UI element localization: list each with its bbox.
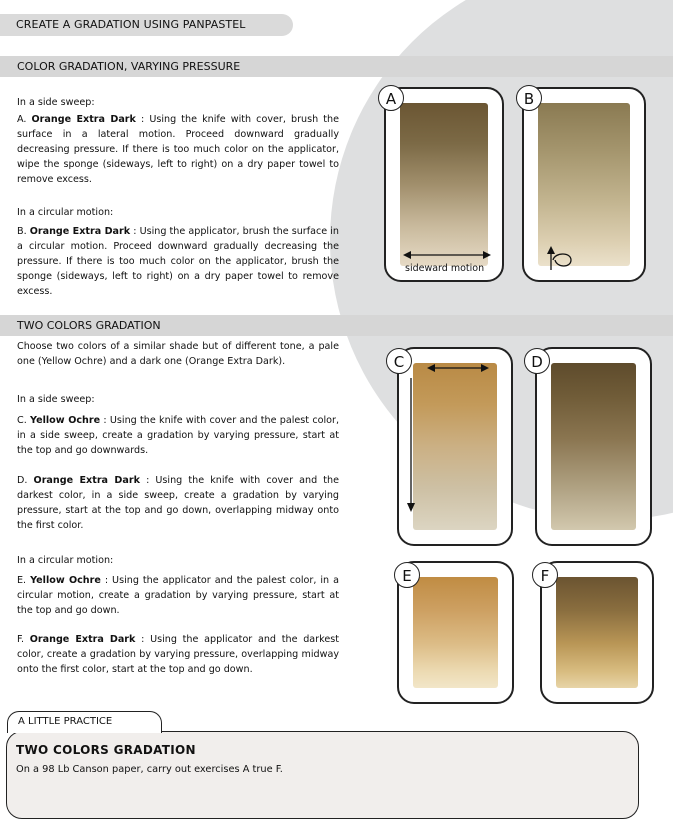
- side-sweep-label-2: In a side sweep:: [17, 394, 95, 405]
- instruction-e-color: Yellow Ochre: [30, 575, 101, 586]
- figure-c-swatch: [413, 363, 497, 530]
- practice-text: On a 98 Lb Canson paper, carry out exercises A true F.: [16, 764, 283, 775]
- figure-a-swatch: [400, 103, 488, 266]
- instruction-b: [17, 224, 339, 299]
- figure-f-label: F: [532, 562, 558, 588]
- instruction-a: [17, 112, 339, 187]
- instruction-f-color: Orange Extra Dark: [29, 634, 136, 645]
- downward-arrow-icon: [405, 378, 417, 512]
- instruction-d: [17, 473, 339, 533]
- instruction-f-text: : Using the applicator and the darkest color, create a gradation by varying pressure, overlapping midway onto the first color, start at the top and go down.: [17, 634, 339, 675]
- instruction-e-text: : Using the applicator and the palest color, in a circular motion, create a gradation by varying pressure, start at the top and go down.: [17, 575, 339, 616]
- circular-motion-icon: [543, 244, 579, 272]
- instruction-c-prefix: C.: [17, 415, 31, 426]
- figure-a-label: A: [378, 85, 404, 111]
- figure-f-swatch: [556, 577, 638, 688]
- practice-title: TWO COLORS GRADATION: [16, 743, 196, 757]
- section2-intro: Choose two colors of a similar shade but of different tone, a pale one (Yellow Ochre) and a dark one (Orange Extra Dark).: [17, 341, 339, 367]
- circular-label-1: In a circular motion:: [17, 207, 114, 218]
- figure-d-swatch: [551, 363, 636, 530]
- page-title: CREATE A GRADATION USING PANPASTEL: [0, 14, 293, 36]
- sideward-arrow-icon: [403, 248, 491, 262]
- figure-b-swatch: [538, 103, 630, 266]
- horizontal-arrow-icon: [427, 362, 489, 374]
- instruction-e: [17, 573, 339, 618]
- section-title-two-colors: TWO COLORS GRADATION: [0, 315, 673, 336]
- figure-c-label: C: [386, 348, 412, 374]
- instruction-b-text: : Using the applicator, brush the surface in a circular motion. Proceed downward gradually decreasing the pressure. If there is too much color on the applicator, brush the sponge (sideways, left to right) on a dry paper towel to remove excess.: [17, 226, 340, 297]
- figure-f-card: [540, 561, 654, 704]
- figure-e-swatch: [413, 577, 498, 688]
- instruction-a-prefix: A.: [17, 114, 32, 125]
- instruction-d-prefix: D.: [17, 475, 34, 486]
- instruction-e-prefix: E.: [17, 575, 31, 586]
- instruction-c-text: : Using the knife with cover and the palest color, in a side sweep, create a gradation by varying pressure, start at the top and go downwards.: [17, 415, 339, 456]
- practice-tab: A LITTLE PRACTICE: [7, 711, 162, 733]
- instruction-c: [17, 413, 339, 458]
- section-title-color-gradation: COLOR GRADATION, VARYING PRESSURE: [0, 56, 673, 77]
- figure-d-card: [535, 347, 652, 546]
- figure-e-label: E: [394, 562, 420, 588]
- circular-label-2: In a circular motion:: [17, 555, 114, 566]
- instruction-b-prefix: B.: [17, 226, 30, 237]
- sideward-motion-caption: sideward motion: [405, 263, 485, 274]
- instruction-a-color: Orange Extra Dark: [31, 114, 136, 125]
- instruction-d-color: Orange Extra Dark: [33, 475, 140, 486]
- instruction-a-text: : Using the knife with cover, brush the surface in a lateral motion. Proceed downward gradually decreasing pressure. If there is too much color on the applicator, wipe the sponge (sideways, left to right) on a dry paper towel to remove excess.: [17, 114, 339, 185]
- figure-b-card: [522, 87, 646, 282]
- instruction-f-prefix: F.: [17, 634, 30, 645]
- side-sweep-label-1: In a side sweep:: [17, 97, 95, 108]
- figure-b-label: B: [516, 85, 542, 111]
- figure-d-label: D: [524, 348, 550, 374]
- instruction-b-color: Orange Extra Dark: [29, 226, 131, 237]
- instruction-c-color: Yellow Ochre: [30, 415, 101, 426]
- instruction-d-text: : Using the knife with cover and the darkest color, in a side sweep, create a gradation by varying pressure, start at the top and go down, overlapping midway onto the first color.: [17, 475, 339, 531]
- instruction-f: [17, 632, 339, 677]
